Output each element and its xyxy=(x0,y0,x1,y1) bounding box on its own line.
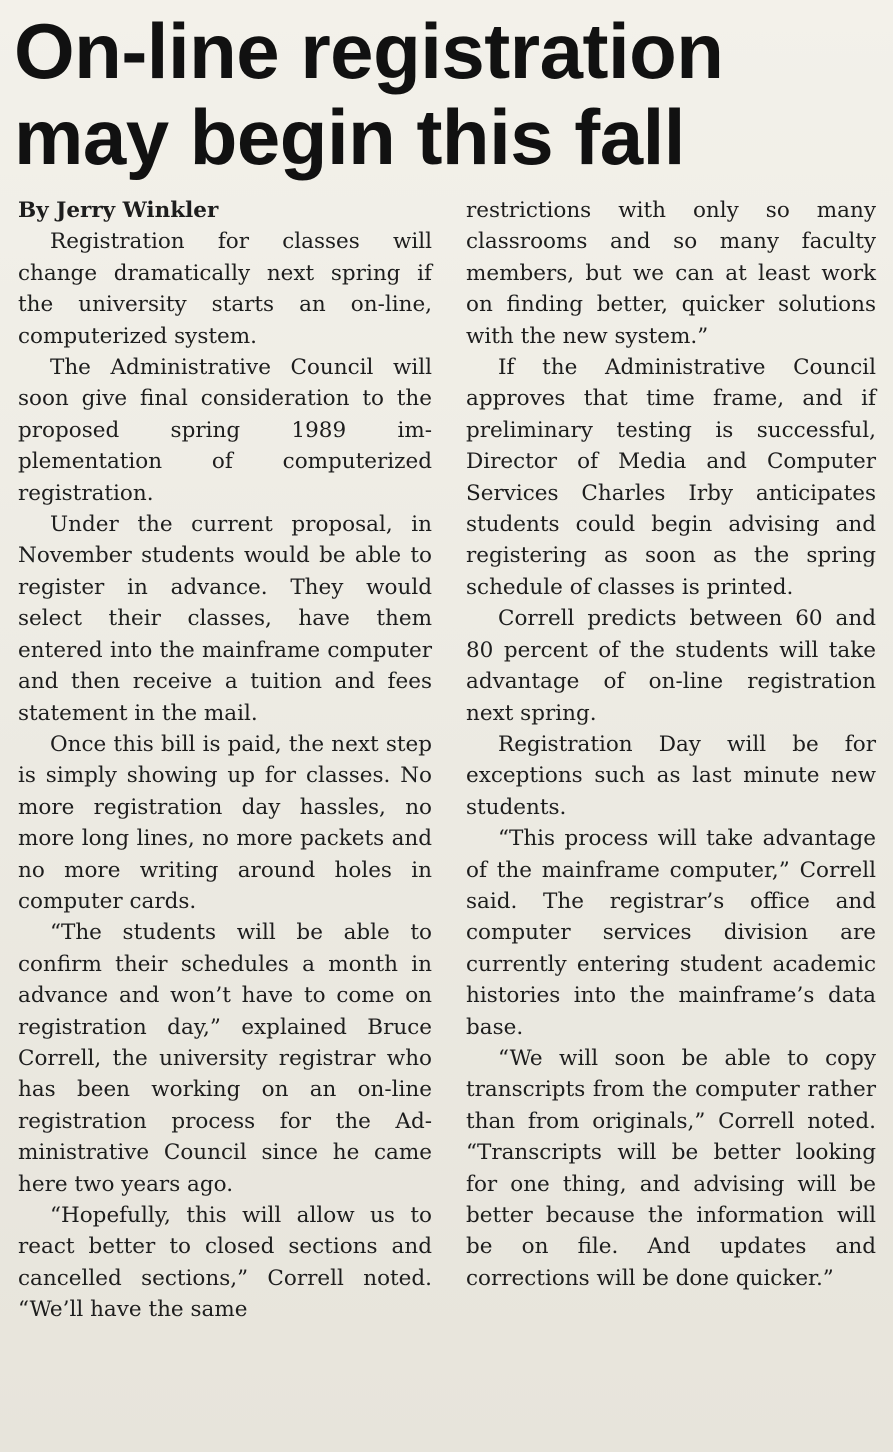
paragraph: Under the current proposal, in November students would be able to register in advance. They would select their classes, have them entered into the mainframe computer and then receive a tuition and fees statement in the mail. xyxy=(18,512,432,726)
paragraph: “Hopefully, this will allow us to react better to closed sections and cancelled sections,” Correll noted. “We’ll have the same xyxy=(18,1203,432,1323)
paragraph: Registration for classes will change dramatically next spring if the university starts an on-line, computerized system. xyxy=(18,229,432,349)
headline xyxy=(14,8,884,180)
headline-line-1: On-line registration xyxy=(14,7,724,95)
paragraph: “This process will take advantage of the mainframe computer,” Correll said. The registrar’s office and computer services division are currently entering student academic histories into the mainframe’s data base. xyxy=(466,826,876,1040)
paragraph: Registration Day will be for exceptions such as last minute new students. xyxy=(466,731,876,820)
paragraph-continued: restrictions with only so many classrooms and so many faculty members, but we can at least work on finding better, quicker solutions with the new system.” xyxy=(466,198,876,349)
paragraph: Correll predicts between 60 and 80 percent of the students will take advantage of on-line registration next spring. xyxy=(466,606,876,726)
right-column xyxy=(466,195,876,1294)
paragraph: The Administrative Council will soon give final consideration to the proposed spring 1989 implementation of computerized registration. xyxy=(18,355,432,506)
left-column xyxy=(18,195,432,1326)
byline: By Jerry Winkler xyxy=(18,198,219,223)
paragraph: Once this bill is paid, the next step is simply showing up for classes. No more registration day hassles, no more long lines, no more packets and no more writing around holes in computer cards. xyxy=(18,731,432,914)
headline-line-2: may begin this fall xyxy=(14,93,685,181)
paragraph: If the Administrative Council approves that time frame, and if preliminary testing is successful, Director of Media and Computer Services Charles Irby anticipates students could begin advising and registering as soon as the spring schedule of classes is printed. xyxy=(466,355,876,600)
paragraph: “We will soon be able to copy transcripts from the computer rather than from originals,” Correll noted. “Transcripts will be better looking for one thing, and advising will be better because the information will be on file. And updates and corrections will be done quicker.” xyxy=(466,1045,876,1291)
paragraph: “The students will be able to confirm their schedules a month in advance and won’t have to come on registration day,” explained Bruce Correll, the university registrar who has been working on an on-line registration process for the Administrative Council since he came here two years ago. xyxy=(18,920,432,1197)
